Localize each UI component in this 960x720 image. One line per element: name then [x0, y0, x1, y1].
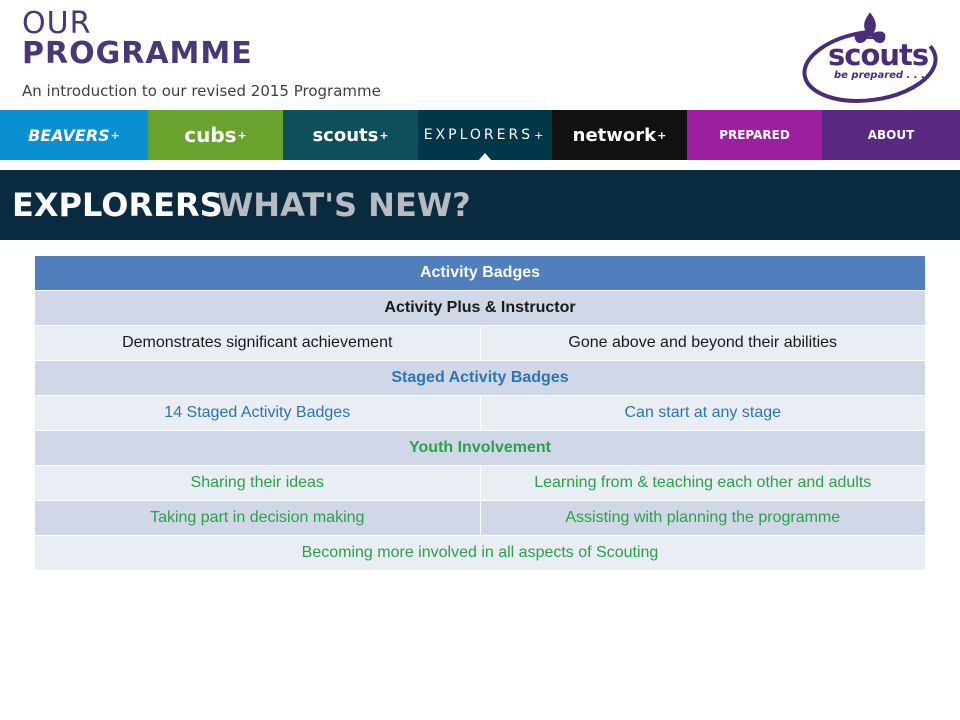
nav-cubs-label: cubs — [184, 123, 237, 147]
table-cell: Sharing their ideas — [35, 466, 481, 501]
page-subtitle: An introduction to our revised 2015 Programme — [22, 82, 381, 100]
nav-beavers[interactable] — [0, 110, 148, 160]
section-title-youth-involvement: Youth Involvement — [35, 431, 926, 466]
nav-cubs-plus: + — [237, 128, 247, 142]
table-row — [35, 396, 926, 431]
section-title-activity-plus: Activity Plus & Instructor — [35, 291, 926, 326]
nav-scouts-plus: + — [379, 128, 389, 142]
title-line-1: OUR — [22, 6, 92, 41]
logo-wordmark: scouts — [828, 38, 929, 72]
table-row — [35, 466, 926, 501]
nav-network-plus: + — [657, 128, 667, 142]
banner-title-strong: EXPLORERS — [12, 186, 223, 224]
nav-scouts-label: scouts — [312, 124, 379, 146]
nav-scouts[interactable] — [283, 110, 418, 160]
nav-beavers-label: BEAVERS — [28, 125, 110, 145]
nav-network-label: network — [572, 124, 657, 146]
table-cell: Learning from & teaching each other and adults — [480, 466, 926, 501]
table-footer-cell: Becoming more involved in all aspects of Scouting — [35, 536, 926, 571]
nav-beavers-plus: + — [110, 128, 120, 142]
table-header-cell: Activity Badges — [35, 256, 926, 291]
table-cell: Taking part in decision making — [35, 501, 481, 536]
logo-tagline: be prepared . . . — [834, 70, 925, 81]
table-row — [35, 501, 926, 536]
table-row — [35, 326, 926, 361]
nav-explorers-plus: + — [534, 128, 547, 142]
page-header — [0, 0, 960, 110]
activity-badges-table — [34, 255, 926, 571]
nav-explorers[interactable] — [418, 110, 552, 160]
table-row — [35, 291, 926, 326]
table-cell: 14 Staged Activity Badges — [35, 396, 481, 431]
active-indicator-icon — [478, 153, 492, 161]
table-cell: Gone above and beyond their abilities — [480, 326, 926, 361]
table-header-row — [35, 256, 926, 291]
nav-prepared-label: PREPARED — [719, 128, 790, 142]
nav-cubs[interactable] — [148, 110, 283, 160]
section-banner — [0, 170, 960, 240]
banner-title-light: WHAT'S NEW? — [218, 186, 471, 224]
table-cell: Can start at any stage — [480, 396, 926, 431]
nav-network[interactable] — [552, 110, 687, 160]
table-cell: Assisting with planning the programme — [480, 501, 926, 536]
table-row — [35, 361, 926, 396]
nav-about[interactable] — [822, 110, 960, 160]
section-nav — [0, 110, 960, 160]
nav-prepared[interactable] — [687, 110, 822, 160]
title-line-2: PROGRAMME — [22, 36, 253, 71]
nav-about-label: ABOUT — [867, 128, 915, 142]
table-row — [35, 431, 926, 466]
section-title-staged-badges: Staged Activity Badges — [35, 361, 926, 396]
nav-explorers-label: EXPLORERS — [423, 127, 534, 143]
table-cell: Demonstrates significant achievement — [35, 326, 481, 361]
table-row — [35, 536, 926, 571]
scouts-logo[interactable] — [800, 8, 945, 103]
